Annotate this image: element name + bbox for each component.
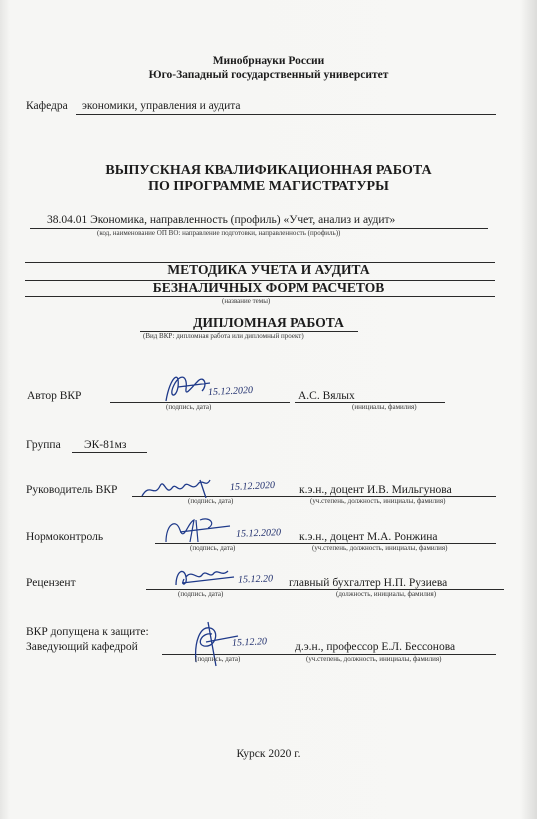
work-type-caption: (Вид ВКР: дипломная работа или дипломный проект): [143, 332, 304, 340]
supervisor-name: к.э.н., доцент И.В. Мильгунова: [299, 484, 452, 496]
topic-line2: БЕЗНАЛИЧНЫХ ФОРМ РАСЧЕТОВ: [152, 280, 385, 295]
supervisor-caption-sign: (подпись, дата): [188, 497, 234, 505]
program-value: 38.04.01 Экономика, направленность (профиль) «Учет, анализ и аудит»: [47, 214, 396, 226]
university-name: Юго-Западный государственный университет: [148, 69, 389, 81]
author-sign-date: 15.12.2020: [207, 384, 254, 399]
normcontrol-caption-name: (уч.степень, должность, инициалы, фамилия): [312, 544, 448, 552]
normcontrol-name: к.э.н., доцент М.А. Ронжина: [299, 531, 438, 543]
department-value: экономики, управления и аудита: [82, 100, 241, 112]
head-of-department-label: Заведующий кафедрой: [26, 641, 138, 653]
normcontrol-caption-sign: (подпись, дата): [190, 544, 236, 552]
department-label: Кафедра: [26, 100, 68, 112]
program-caption: (код, наименование ОП ВО: направление подготовки, направленность (профиль)): [97, 229, 341, 237]
admission-name: д.э.н., профессор Е.Л. Бессонова: [295, 641, 456, 653]
author-caption-sign: (подпись, дата): [166, 403, 212, 411]
admission-label: ВКР допущена к защите:: [26, 626, 149, 638]
reviewer-sign-date: 15.12.20: [237, 573, 274, 586]
work-title-line1: ВЫПУСКНАЯ КВАЛИФИКАЦИОННАЯ РАБОТА: [105, 163, 432, 178]
department-underline: [76, 114, 496, 115]
reviewer-name: главный бухгалтер Н.П. Рузиева: [289, 577, 448, 589]
group-underline: [72, 452, 147, 453]
group-label: Группа: [26, 439, 61, 451]
city-year: Курск 2020 г.: [236, 748, 301, 760]
reviewer-caption-name: (должность, инициалы, фамилия): [336, 590, 437, 598]
admission-sign-date: 15.12.20: [231, 636, 268, 649]
topic-caption: (название темы): [222, 297, 271, 305]
admission-caption-name: (уч.степень, должность, инициалы, фамилия): [306, 655, 442, 663]
reviewer-caption-sign: (подпись, дата): [178, 590, 224, 598]
admission-caption-sign: (подпись, дата): [195, 655, 241, 663]
normcontrol-sign-date: 15.12.2020: [235, 527, 282, 540]
supervisor-sign-date: 15.12.2020: [229, 479, 276, 494]
normcontrol-label: Нормоконтроль: [26, 531, 104, 543]
supervisor-caption-name: (уч.степень, должность, инициалы, фамилия): [310, 497, 446, 505]
work-type-value: ДИПЛОМНАЯ РАБОТА: [193, 315, 344, 330]
author-caption-name: (инициалы, фамилия): [352, 403, 417, 411]
supervisor-label: Руководитель ВКР: [26, 484, 118, 496]
work-title-line2: ПО ПРОГРАММЕ МАГИСТРАТУРЫ: [148, 179, 389, 194]
topic-line1: МЕТОДИКА УЧЕТА И АУДИТА: [167, 262, 370, 277]
author-name: А.С. Вялых: [298, 390, 355, 402]
ministry-name: Минобрнауки России: [212, 55, 325, 67]
reviewer-label: Рецензент: [26, 577, 76, 589]
group-value: ЭК-81мз: [84, 439, 127, 451]
author-label: Автор ВКР: [27, 390, 82, 402]
